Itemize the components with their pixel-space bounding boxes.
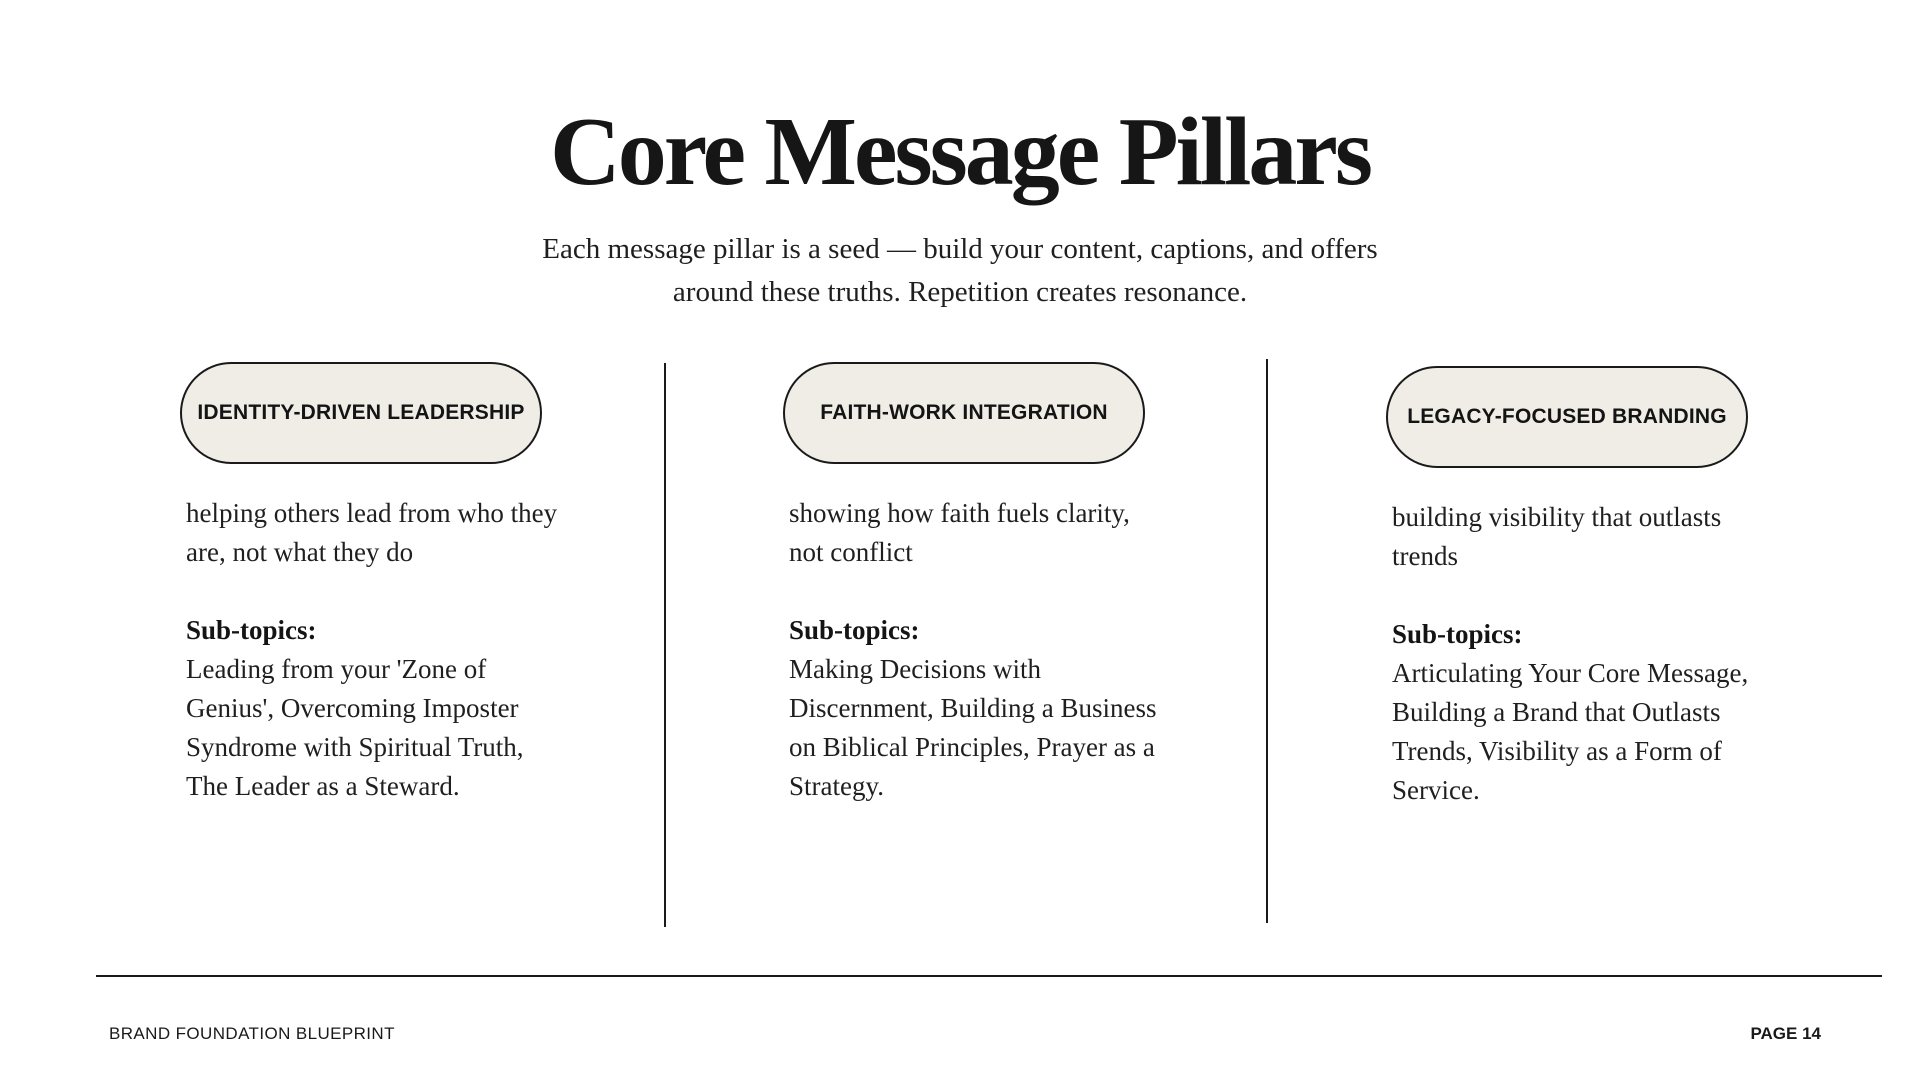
pillar-column-identity [180, 362, 600, 806]
subtopics-heading: Sub-topics: [789, 615, 920, 645]
column-divider [1266, 359, 1268, 923]
page-number: PAGE 14 [1750, 1024, 1821, 1043]
subtopics-text: Leading from your 'Zone of Genius', Overcoming Imposter Syndrome with Spiritual Truth, The Leader as a Steward. [186, 654, 524, 801]
column-divider [664, 363, 666, 927]
pillar-column-legacy [1386, 366, 1806, 810]
page-subtitle: Each message pillar is a seed — build your content, captions, and offers around these truths. Repetition creates resonance. [542, 233, 1378, 308]
footer-divider [96, 975, 1882, 977]
pillar-badge: IDENTITY-DRIVEN LEADERSHIP [180, 362, 542, 464]
subtopics-text: Articulating Your Core Message, Building a Brand that Outlasts Trends, Visibility as a Form of Service. [1392, 658, 1749, 805]
subtopics-heading: Sub-topics: [186, 615, 317, 645]
pillar-badge: FAITH-WORK INTEGRATION [783, 362, 1145, 464]
pillar-column-faith-work [783, 362, 1203, 806]
footer-document-title: BRAND FOUNDATION BLUEPRINT [109, 1024, 395, 1043]
pillar-description: helping others lead from who they are, not what they do [186, 498, 558, 567]
page-title: Core Message Pillars [550, 98, 1370, 206]
subtopics-heading: Sub-topics: [1392, 619, 1523, 649]
pillar-badge: LEGACY-FOCUSED BRANDING [1386, 366, 1748, 468]
subtopics-text: Making Decisions with Discernment, Building a Business on Biblical Principles, Prayer as a Strategy. [789, 654, 1157, 801]
pillar-description: building visibility that outlasts trends [1392, 502, 1722, 571]
pillar-description: showing how faith fuels clarity, not conflict [789, 498, 1130, 567]
